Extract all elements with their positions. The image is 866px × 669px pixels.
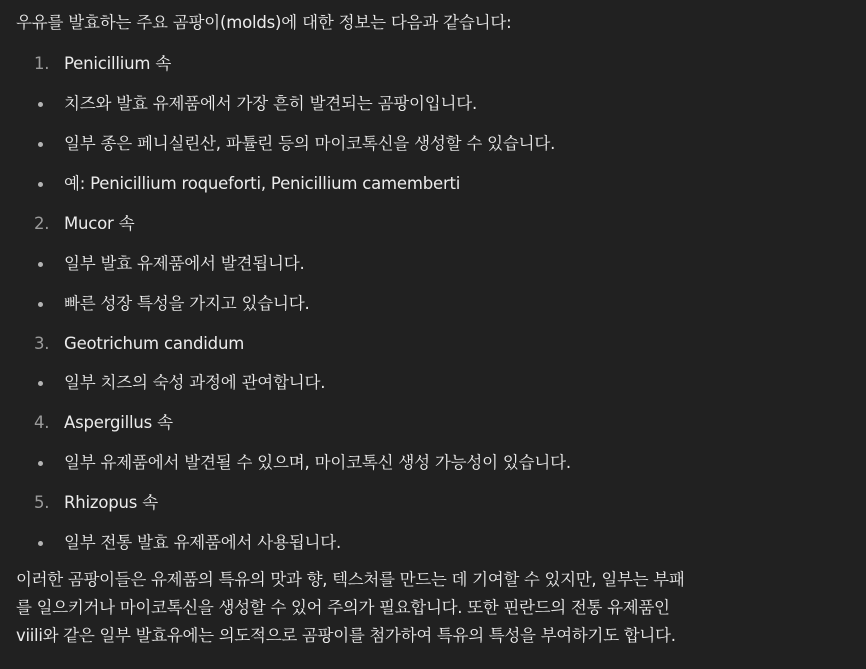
list-item-text: 치즈와 발효 유제품에서 가장 흔히 발견되는 곰팡이입니다. — [64, 94, 478, 113]
list-item-text: 일부 전통 발효 유제품에서 사용됩니다. — [64, 533, 342, 552]
list-number: 4. — [34, 413, 50, 432]
list-item-text: Penicillium 속 — [64, 54, 172, 73]
list-item-text: Geotrichum candidum — [64, 334, 245, 353]
list-item-text: 일부 치즈의 숙성 과정에 관여합니다. — [64, 373, 326, 392]
bullet-icon — [38, 302, 43, 307]
list-item-text: 예: Penicillium roqueforti, Penicillium camemberti — [64, 174, 461, 193]
list-number: 2. — [34, 214, 50, 233]
bullet-icon — [38, 541, 43, 546]
outro-line: viili와 같은 일부 발효유에는 의도적으로 곰팡이를 첨가하여 특유의 특성을 부여하기도 합니다. — [16, 626, 676, 645]
list-number: 3. — [34, 334, 50, 353]
list-item-text: 빠른 성장 특성을 가지고 있습니다. — [64, 294, 310, 313]
bullet-icon — [38, 102, 43, 107]
list-number: 5. — [34, 493, 50, 512]
bullet-icon — [38, 142, 43, 147]
bullet-icon — [38, 182, 43, 187]
list-item-text: Aspergillus 속 — [64, 413, 173, 432]
list-item-text: 일부 유제품에서 발견될 수 있으며, 마이코톡신 생성 가능성이 있습니다. — [64, 453, 571, 472]
outro-line: 를 일으키거나 마이코톡신을 생성할 수 있어 주의가 필요합니다. 또한 핀란드의 전통 유제품인 — [16, 598, 670, 617]
list-item-text: 일부 종은 페니실린산, 파튤린 등의 마이코톡신을 생성할 수 있습니다. — [64, 134, 556, 153]
list-item-text: Mucor 속 — [64, 214, 135, 233]
bullet-icon — [38, 262, 43, 267]
outro-line: 이러한 곰팡이들은 유제품의 특유의 맛과 향, 텍스처를 만드는 데 기여할 수 있지만, 일부는 부패 — [16, 570, 685, 589]
list-item-text: 일부 발효 유제품에서 발견됩니다. — [64, 254, 305, 273]
intro-paragraph: 우유를 발효하는 주요 곰팡이(molds)에 대한 정보는 다음과 같습니다: — [16, 13, 512, 32]
list-item-text: Rhizopus 속 — [64, 493, 158, 512]
bullet-icon — [38, 461, 43, 466]
bullet-icon — [38, 381, 43, 386]
outro-paragraph — [16, 566, 866, 650]
list-number: 1. — [34, 54, 50, 73]
